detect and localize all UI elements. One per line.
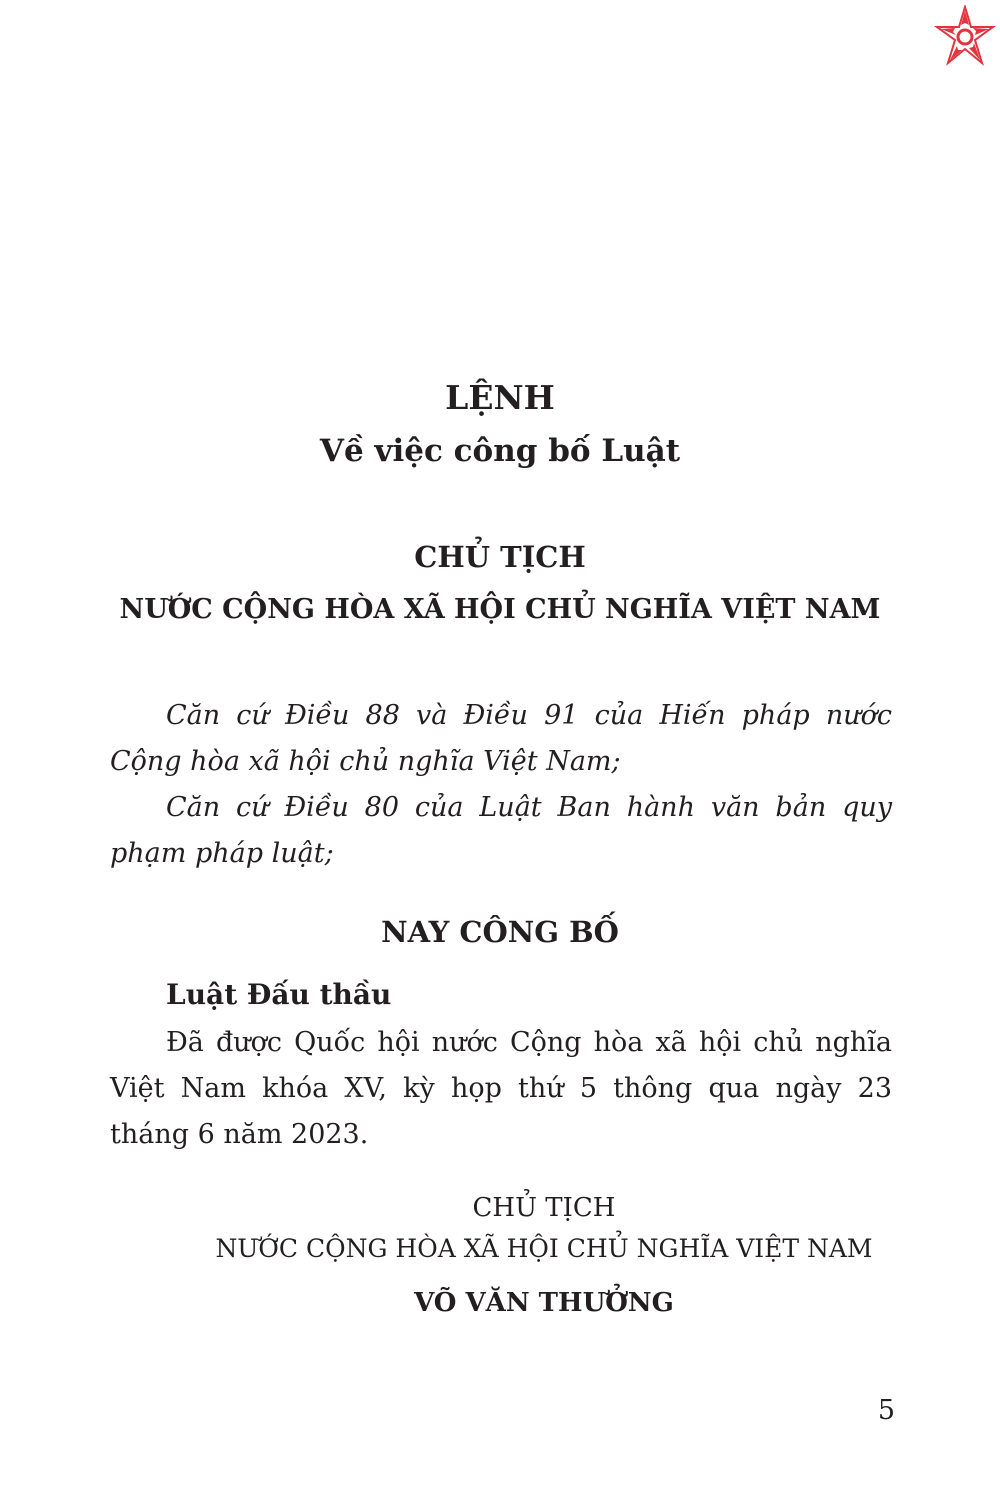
promulgation-heading: NAY CÔNG BỐ [381,915,619,949]
signatory-name: VÕ VĂN THƯỞNG [414,1288,674,1318]
authority-country: NƯỚC CỘNG HÒA XÃ HỘI CHỦ NGHĨA VIỆT NAM [119,594,881,625]
passed-statement: Đã được Quốc hội nước Cộng hòa xã hội chủ nghĩa Việt Nam khóa XV, kỳ họp thứ 5 thông qua ngày 23 tháng 6 năm 2023. [110,1027,892,1150]
document-title: LỆNH [445,378,555,417]
document-subtitle: Về việc công bố Luật [319,433,681,469]
law-name: Luật Đấu thầu [166,978,392,1011]
page-number: 5 [877,1395,895,1426]
publisher-star-logo-icon [933,5,997,69]
legal-basis-law: Căn cứ Điều 80 của Luật Ban hành văn bản quy phạm pháp luật; [110,792,892,869]
authority-title: CHỦ TỊCH [414,540,586,574]
legal-basis-constitution: Căn cứ Điều 88 và Điều 91 của Hiến pháp nước Cộng hòa xã hội chủ nghĩa Việt Nam; [110,700,892,777]
signature-title: CHỦ TỊCH [472,1193,616,1223]
signature-country: NƯỚC CỘNG HÒA XÃ HỘI CHỦ NGHĨA VIỆT NAM [215,1234,873,1263]
